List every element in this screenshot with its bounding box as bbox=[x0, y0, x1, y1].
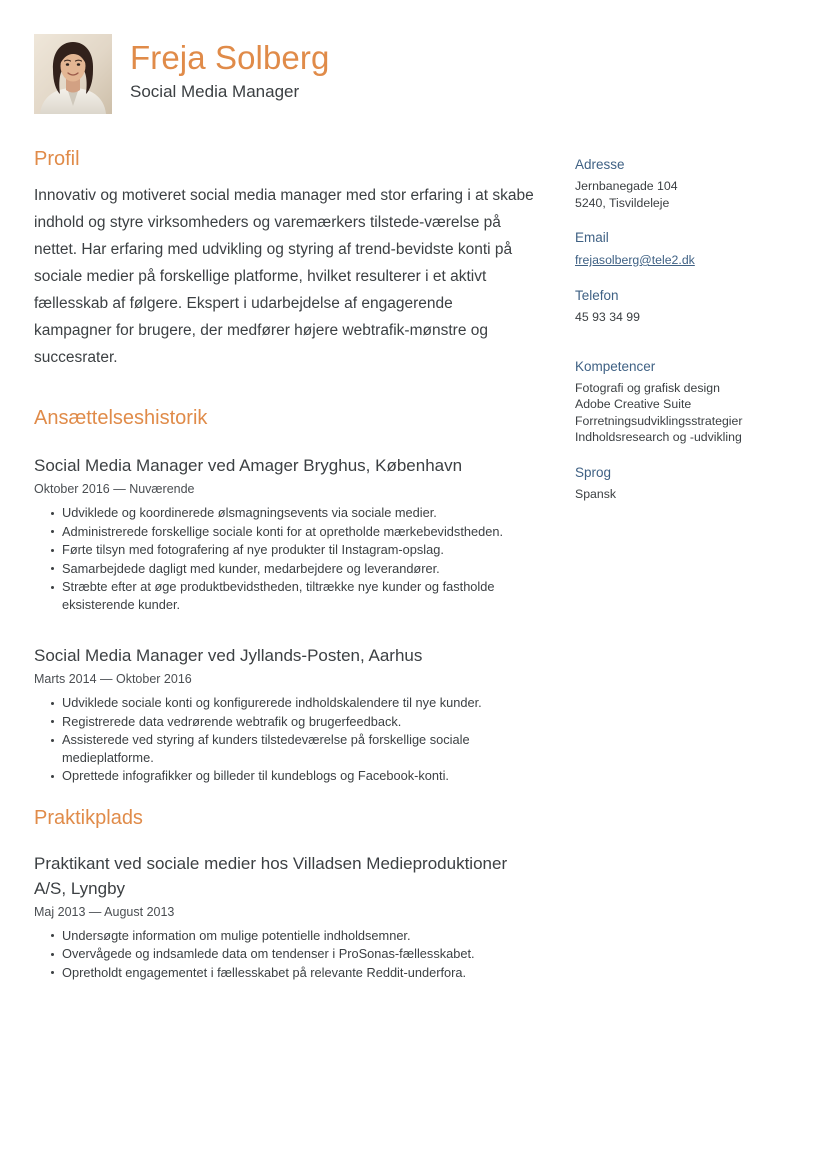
list-item: Assisterede ved styring af kunders tilstedeværelse på forskellige sociale medieplatforme. bbox=[34, 731, 534, 766]
list-item: Fotografi og grafisk design bbox=[575, 380, 720, 395]
list-item: Oprettede infografikker og billeder til kundeblogs og Facebook-konti. bbox=[34, 767, 534, 785]
section-profile bbox=[34, 146, 534, 371]
phone-value: 45 93 34 99 bbox=[575, 310, 640, 324]
section-heading-internship: Praktikplads bbox=[34, 806, 143, 829]
sidebar-column bbox=[575, 146, 807, 502]
list-item: Undersøgte information om mulige potentielle indholdsemner. bbox=[34, 927, 534, 945]
internship-entry-bullets bbox=[34, 927, 534, 982]
sidebar-block-address bbox=[575, 155, 807, 211]
section-internship bbox=[34, 805, 534, 982]
page-title: Freja Solberg bbox=[130, 39, 330, 76]
identity-block bbox=[130, 34, 329, 104]
list-item: Stræbte efter at øge produktbevidstheden, tiltrække nye kunder og fastholde eksisterende kunder. bbox=[34, 578, 534, 613]
job-title-subtitle: Social Media Manager bbox=[130, 82, 300, 101]
list-item: Administrerede forskellige sociale konti for at opretholde mærkebevidstheden. bbox=[34, 523, 534, 541]
skills-list bbox=[575, 380, 807, 446]
list-item: Udviklede og koordinerede ølsmagningsevents via sociale medier. bbox=[34, 504, 534, 522]
sidebar-block-phone bbox=[575, 286, 807, 326]
sidebar-block-languages bbox=[575, 463, 807, 503]
internship-entry-date: Maj 2013 — August 2013 bbox=[34, 904, 175, 919]
list-item: Samarbejdede dagligt med kunder, medarbejdere og leverandører. bbox=[34, 560, 534, 578]
experience-entry-title: Social Media Manager ved Amager Bryghus, København bbox=[34, 456, 463, 475]
experience-entry-date: Oktober 2016 — Nuværende bbox=[34, 482, 195, 496]
content-columns bbox=[34, 146, 776, 1007]
address-line-1: Jernbanegade 104 bbox=[575, 179, 678, 193]
sidebar-block-skills bbox=[575, 357, 807, 446]
section-heading-experience: Ansættelseshistorik bbox=[34, 407, 208, 429]
list-item: Førte tilsyn med fotografering af nye produkter til Instagram-opslag. bbox=[34, 541, 534, 559]
list-item: Overvågede og indsamlede data om tendenser i ProSonas-fællesskabet. bbox=[34, 945, 534, 963]
list-item: Opretholdt engagementet i fællesskabet på relevante Reddit-underfora. bbox=[34, 964, 534, 982]
sidebar-heading-skills: Kompetencer bbox=[575, 358, 656, 374]
experience-entry-title: Social Media Manager ved Jyllands-Posten, Aarhus bbox=[34, 646, 423, 665]
profile-summary-text: Innovativ og motiveret social media manager med stor erfaring i at skabe indhold og styre virksomheders og varemærkers tilstede-værelse på nettet. Har erfaring med udvikling og styring af trend-bevidste konti på sociale medier på forskellige platforme, hvilket resulterer i et aktivt fællesskab af følgere. Ekspert i udarbejdelse af engagerende kampagner for brugere, der medfører højere webtrafik-mønstre og succesrater. bbox=[34, 187, 534, 366]
experience-entry-bullets bbox=[34, 694, 534, 785]
list-item: Indholdsresearch og -udvikling bbox=[575, 430, 742, 444]
sidebar-block-email bbox=[575, 228, 807, 269]
languages-list bbox=[575, 486, 807, 503]
resume-header bbox=[34, 34, 776, 120]
sidebar-heading-phone: Telefon bbox=[575, 288, 619, 303]
list-item: Spansk bbox=[575, 486, 617, 501]
sidebar-heading-email: Email bbox=[575, 230, 609, 245]
sidebar-heading-languages: Sprog bbox=[575, 464, 612, 480]
internship-entry-title: Praktikant ved sociale medier hos Villadsen Medieproduktioner A/S, Lyngby bbox=[34, 853, 508, 898]
section-heading-profile: Profil bbox=[34, 148, 80, 170]
section-experience bbox=[34, 405, 534, 785]
avatar bbox=[34, 34, 112, 114]
list-item: Registrerede data vedrørende webtrafik og brugerfeedback. bbox=[34, 713, 534, 731]
list-item: Forretningsudviklingsstrategier bbox=[575, 413, 743, 428]
list-item: Udviklede sociale konti og konfigurerede indholdskalendere til nye kunder. bbox=[34, 694, 534, 712]
portrait-photo-icon bbox=[34, 34, 112, 114]
main-column bbox=[34, 146, 544, 1007]
sidebar-heading-address: Adresse bbox=[575, 157, 625, 172]
list-item: Adobe Creative Suite bbox=[575, 397, 692, 411]
experience-entry-bullets bbox=[34, 504, 534, 613]
address-line-2: 5240, Tisvildeleje bbox=[575, 195, 670, 210]
experience-entry bbox=[34, 453, 534, 613]
experience-entry bbox=[34, 643, 534, 785]
internship-entry bbox=[34, 851, 534, 982]
email-link[interactable]: frejasolberg@tele2.dk bbox=[575, 253, 695, 267]
experience-entry-date: Marts 2014 — Oktober 2016 bbox=[34, 672, 192, 686]
